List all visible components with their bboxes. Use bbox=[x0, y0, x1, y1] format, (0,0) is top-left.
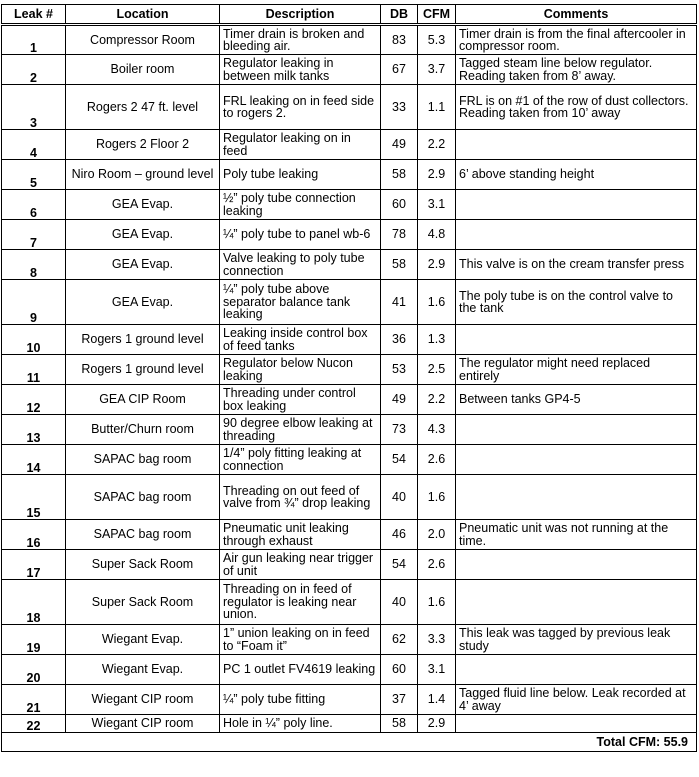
leak-description: Leaking inside control box of feed tanks bbox=[220, 325, 381, 355]
table-row bbox=[2, 130, 697, 160]
leak-comments: Pneumatic unit was not running at the time. bbox=[456, 520, 697, 550]
leak-db: 53 bbox=[381, 355, 418, 385]
leak-location: Wiegant CIP room bbox=[66, 685, 220, 715]
table-row bbox=[2, 580, 697, 625]
leak-db: 60 bbox=[381, 655, 418, 685]
table-row bbox=[2, 220, 697, 250]
table-row bbox=[2, 520, 697, 550]
header-db: DB bbox=[381, 5, 418, 25]
header-location: Location bbox=[66, 5, 220, 25]
table-row bbox=[2, 445, 697, 475]
leak-description: ¼” poly tube to panel wb-6 bbox=[220, 220, 381, 250]
leak-cfm: 2.5 bbox=[418, 355, 456, 385]
leak-description: ¼” poly tube above separator balance tank leaking bbox=[220, 280, 381, 325]
leak-db: 36 bbox=[381, 325, 418, 355]
leak-comments bbox=[456, 715, 697, 733]
leak-comments: This valve is on the cream transfer press bbox=[456, 250, 697, 280]
table-row bbox=[2, 250, 697, 280]
leak-description: Hole in ¼” poly line. bbox=[220, 715, 381, 733]
leak-location: SAPAC bag room bbox=[66, 520, 220, 550]
leak-number: 18 bbox=[2, 580, 66, 625]
leak-description: 90 degree elbow leaking at threading bbox=[220, 415, 381, 445]
leak-location: GEA Evap. bbox=[66, 280, 220, 325]
leak-location: Super Sack Room bbox=[66, 580, 220, 625]
table-row bbox=[2, 625, 697, 655]
leak-number: 3 bbox=[2, 85, 66, 130]
table-row bbox=[2, 385, 697, 415]
leak-location: Boiler room bbox=[66, 55, 220, 85]
leak-number: 22 bbox=[2, 715, 66, 733]
leak-db: 37 bbox=[381, 685, 418, 715]
leak-db: 58 bbox=[381, 250, 418, 280]
leak-location: Compressor Room bbox=[66, 25, 220, 55]
leak-cfm: 3.3 bbox=[418, 625, 456, 655]
leak-number: 16 bbox=[2, 520, 66, 550]
leak-comments bbox=[456, 190, 697, 220]
leak-cfm: 2.2 bbox=[418, 130, 456, 160]
leak-cfm: 1.6 bbox=[418, 280, 456, 325]
leak-number: 5 bbox=[2, 160, 66, 190]
leak-number: 2 bbox=[2, 55, 66, 85]
leak-db: 62 bbox=[381, 625, 418, 655]
leak-table-body bbox=[2, 25, 697, 733]
leak-location: Wiegant Evap. bbox=[66, 625, 220, 655]
leak-number: 12 bbox=[2, 385, 66, 415]
leak-comments bbox=[456, 580, 697, 625]
leak-location: Wiegant Evap. bbox=[66, 655, 220, 685]
leak-db: 73 bbox=[381, 415, 418, 445]
leak-comments bbox=[456, 655, 697, 685]
leak-db: 83 bbox=[381, 25, 418, 55]
leak-location: Super Sack Room bbox=[66, 550, 220, 580]
leak-number: 10 bbox=[2, 325, 66, 355]
leak-cfm: 2.0 bbox=[418, 520, 456, 550]
header-row bbox=[2, 5, 697, 25]
header-cfm: CFM bbox=[418, 5, 456, 25]
leak-db: 40 bbox=[381, 580, 418, 625]
leak-db: 49 bbox=[381, 130, 418, 160]
leak-cfm: 4.3 bbox=[418, 415, 456, 445]
leak-location: Rogers 1 ground level bbox=[66, 325, 220, 355]
leak-description: Pneumatic unit leaking through exhaust bbox=[220, 520, 381, 550]
leak-cfm: 2.2 bbox=[418, 385, 456, 415]
header-leak: Leak # bbox=[2, 5, 66, 25]
leak-number: 6 bbox=[2, 190, 66, 220]
leak-description: Threading on in feed of regulator is leaking near union. bbox=[220, 580, 381, 625]
leak-comments: Timer drain is from the final aftercooler in compressor room. bbox=[456, 25, 697, 55]
leak-cfm: 1.4 bbox=[418, 685, 456, 715]
leak-table bbox=[1, 4, 697, 752]
leak-comments bbox=[456, 220, 697, 250]
leak-db: 40 bbox=[381, 475, 418, 520]
leak-description: 1” union leaking on in feed to “Foam it” bbox=[220, 625, 381, 655]
leak-number: 11 bbox=[2, 355, 66, 385]
leak-location: GEA Evap. bbox=[66, 190, 220, 220]
leak-number: 13 bbox=[2, 415, 66, 445]
leak-db: 33 bbox=[381, 85, 418, 130]
table-row bbox=[2, 25, 697, 55]
leak-description: Regulator below Nucon leaking bbox=[220, 355, 381, 385]
leak-db: 49 bbox=[381, 385, 418, 415]
leak-cfm: 4.8 bbox=[418, 220, 456, 250]
leak-description: ½” poly tube connection leaking bbox=[220, 190, 381, 220]
leak-db: 46 bbox=[381, 520, 418, 550]
table-row bbox=[2, 475, 697, 520]
leak-comments: Between tanks GP4-5 bbox=[456, 385, 697, 415]
header-comments: Comments bbox=[456, 5, 697, 25]
leak-cfm: 1.6 bbox=[418, 580, 456, 625]
table-row bbox=[2, 160, 697, 190]
leak-cfm: 1.1 bbox=[418, 85, 456, 130]
total-row bbox=[2, 733, 697, 752]
leak-number: 21 bbox=[2, 685, 66, 715]
leak-location: Wiegant CIP room bbox=[66, 715, 220, 733]
leak-comments bbox=[456, 445, 697, 475]
leak-comments: Tagged fluid line below. Leak recorded at 4’ away bbox=[456, 685, 697, 715]
leak-description: Regulator leaking on in feed bbox=[220, 130, 381, 160]
leak-description: ¼” poly tube fitting bbox=[220, 685, 381, 715]
table-row bbox=[2, 415, 697, 445]
leak-comments bbox=[456, 415, 697, 445]
leak-cfm: 3.1 bbox=[418, 655, 456, 685]
leak-number: 14 bbox=[2, 445, 66, 475]
leak-description: Poly tube leaking bbox=[220, 160, 381, 190]
leak-cfm: 2.6 bbox=[418, 550, 456, 580]
leak-comments: The poly tube is on the control valve to the tank bbox=[456, 280, 697, 325]
leak-cfm: 1.6 bbox=[418, 475, 456, 520]
leak-cfm: 2.9 bbox=[418, 160, 456, 190]
leak-description: Air gun leaking near trigger of unit bbox=[220, 550, 381, 580]
leak-number: 9 bbox=[2, 280, 66, 325]
leak-number: 20 bbox=[2, 655, 66, 685]
leak-cfm: 2.9 bbox=[418, 250, 456, 280]
leak-number: 7 bbox=[2, 220, 66, 250]
leak-description: Threading under control box leaking bbox=[220, 385, 381, 415]
leak-comments: The regulator might need replaced entirely bbox=[456, 355, 697, 385]
leak-comments bbox=[456, 550, 697, 580]
leak-comments bbox=[456, 130, 697, 160]
leak-location: GEA Evap. bbox=[66, 220, 220, 250]
leak-comments bbox=[456, 475, 697, 520]
leak-comments: FRL is on #1 of the row of dust collectors. Reading taken from 10’ away bbox=[456, 85, 697, 130]
leak-cfm: 5.3 bbox=[418, 25, 456, 55]
table-row bbox=[2, 85, 697, 130]
leak-number: 15 bbox=[2, 475, 66, 520]
leak-location: Butter/Churn room bbox=[66, 415, 220, 445]
leak-cfm: 1.3 bbox=[418, 325, 456, 355]
leak-location: GEA Evap. bbox=[66, 250, 220, 280]
leak-location: SAPAC bag room bbox=[66, 445, 220, 475]
leak-db: 67 bbox=[381, 55, 418, 85]
leak-location: Rogers 2 47 ft. level bbox=[66, 85, 220, 130]
leak-number: 4 bbox=[2, 130, 66, 160]
table-row bbox=[2, 55, 697, 85]
leak-cfm: 3.7 bbox=[418, 55, 456, 85]
total-cfm: Total CFM: 55.9 bbox=[456, 733, 697, 752]
leak-comments: Tagged steam line below regulator. Reading taken from 8’ away. bbox=[456, 55, 697, 85]
leak-description: Threading on out feed of valve from ¾” drop leaking bbox=[220, 475, 381, 520]
leak-db: 58 bbox=[381, 715, 418, 733]
table-row bbox=[2, 655, 697, 685]
leak-db: 54 bbox=[381, 550, 418, 580]
leak-description: Valve leaking to poly tube connection bbox=[220, 250, 381, 280]
leak-description: FRL leaking on in feed side to rogers 2. bbox=[220, 85, 381, 130]
leak-number: 19 bbox=[2, 625, 66, 655]
leak-db: 54 bbox=[381, 445, 418, 475]
leak-db: 78 bbox=[381, 220, 418, 250]
table-row bbox=[2, 190, 697, 220]
leak-db: 41 bbox=[381, 280, 418, 325]
leak-location: GEA CIP Room bbox=[66, 385, 220, 415]
table-row bbox=[2, 355, 697, 385]
leak-number: 8 bbox=[2, 250, 66, 280]
leak-description: Timer drain is broken and bleeding air. bbox=[220, 25, 381, 55]
leak-comments bbox=[456, 325, 697, 355]
table-row bbox=[2, 280, 697, 325]
leak-number: 17 bbox=[2, 550, 66, 580]
table-row bbox=[2, 685, 697, 715]
table-row bbox=[2, 715, 697, 733]
leak-db: 60 bbox=[381, 190, 418, 220]
header-description: Description bbox=[220, 5, 381, 25]
leak-description: 1/4” poly fitting leaking at connection bbox=[220, 445, 381, 475]
leak-description: Regulator leaking in between milk tanks bbox=[220, 55, 381, 85]
table-row bbox=[2, 325, 697, 355]
leak-description: PC 1 outlet FV4619 leaking bbox=[220, 655, 381, 685]
leak-location: SAPAC bag room bbox=[66, 475, 220, 520]
leak-number: 1 bbox=[2, 25, 66, 55]
leak-comments: 6’ above standing height bbox=[456, 160, 697, 190]
table-row bbox=[2, 550, 697, 580]
leak-cfm: 3.1 bbox=[418, 190, 456, 220]
leak-location: Rogers 2 Floor 2 bbox=[66, 130, 220, 160]
leak-comments: This leak was tagged by previous leak study bbox=[456, 625, 697, 655]
leak-location: Rogers 1 ground level bbox=[66, 355, 220, 385]
leak-location: Niro Room – ground level bbox=[66, 160, 220, 190]
leak-cfm: 2.9 bbox=[418, 715, 456, 733]
leak-db: 58 bbox=[381, 160, 418, 190]
leak-cfm: 2.6 bbox=[418, 445, 456, 475]
